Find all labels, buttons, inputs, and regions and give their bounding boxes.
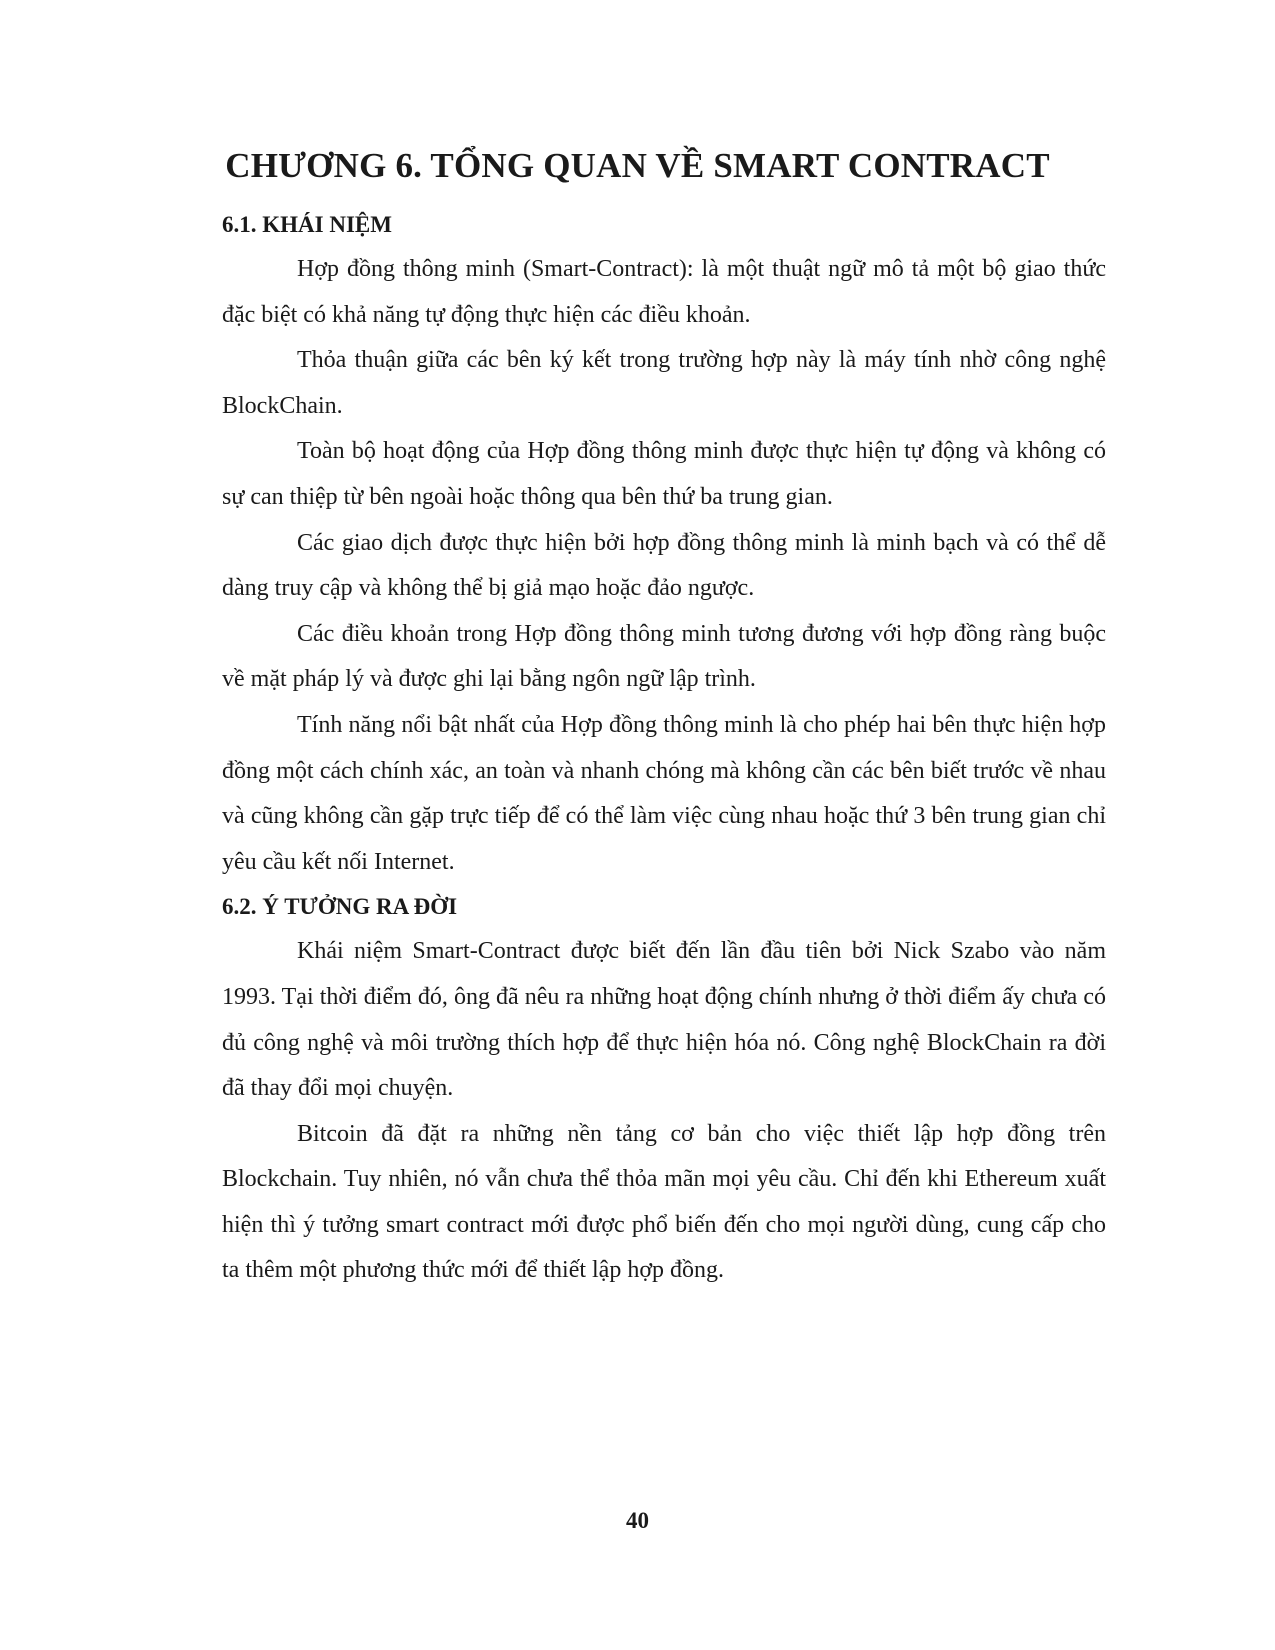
section-heading-khai-niem: 6.1. KHÁI NIỆM [222,212,392,237]
paragraph: Bitcoin đã đặt ra những nền tảng cơ bản cho việc thiết lập hợp đồng trên Blockchain. Tuy nhiên, nó vẫn chưa thể thỏa mãn mọi yêu cầu. Chỉ đến khi Ethereum xuất hiện thì ý tưởng smart contract mới được phổ biến đến cho mọi người dùng, cung cấp cho ta thêm một phương thức mới để thiết lập hợp đồng. [222,1120,1106,1284]
paragraph: Các giao dịch được thực hiện bởi hợp đồng thông minh là minh bạch và có thể dễ dàng truy cập và không thể bị giả mạo hoặc đảo ngược. [222,529,1106,602]
section-heading-y-tuong-ra-doi: 6.2. Ý TƯỞNG RA ĐỜI [222,894,458,920]
chapter-title: CHƯƠNG 6. TỔNG QUAN VỀ SMART CONTRACT [225,146,1050,185]
paragraph: Khái niệm Smart-Contract được biết đến lần đầu tiên bởi Nick Szabo vào năm 1993. Tại thời điểm đó, ông đã nêu ra những hoạt động chính nhưng ở thời điểm ấy chưa có đủ công nghệ và môi trường thích hợp để thực hiện hóa nó. Công nghệ BlockChain ra đời đã thay đổi mọi chuyện. [222,938,1106,1102]
paragraph: Tính năng nổi bật nhất của Hợp đồng thông minh là cho phép hai bên thực hiện hợp đồng một cách chính xác, an toàn và nhanh chóng mà không cần các bên biết trước về nhau và cũng không cần gặp trực tiếp để có thể làm việc cùng nhau hoặc thứ 3 bên trung gian chỉ yêu cầu kết nối Internet. [222,711,1106,875]
paragraph: Hợp đồng thông minh (Smart-Contract): là một thuật ngữ mô tả một bộ giao thức đặc biệt có khả năng tự động thực hiện các điều khoản. [222,256,1106,328]
page-number: 40 [626,1508,649,1533]
page-body [222,203,1106,1294]
paragraph: Toàn bộ hoạt động của Hợp đồng thông minh được thực hiện tự động và không có sự can thiệp từ bên ngoài hoặc thông qua bên thứ ba trung gian. [222,438,1106,510]
paragraph: Thỏa thuận giữa các bên ký kết trong trường hợp này là máy tính nhờ công nghệ BlockChain. [222,347,1106,419]
paragraph: Các điều khoản trong Hợp đồng thông minh tương đương với hợp đồng ràng buộc về mặt pháp lý và được ghi lại bằng ngôn ngữ lập trình. [222,620,1106,693]
